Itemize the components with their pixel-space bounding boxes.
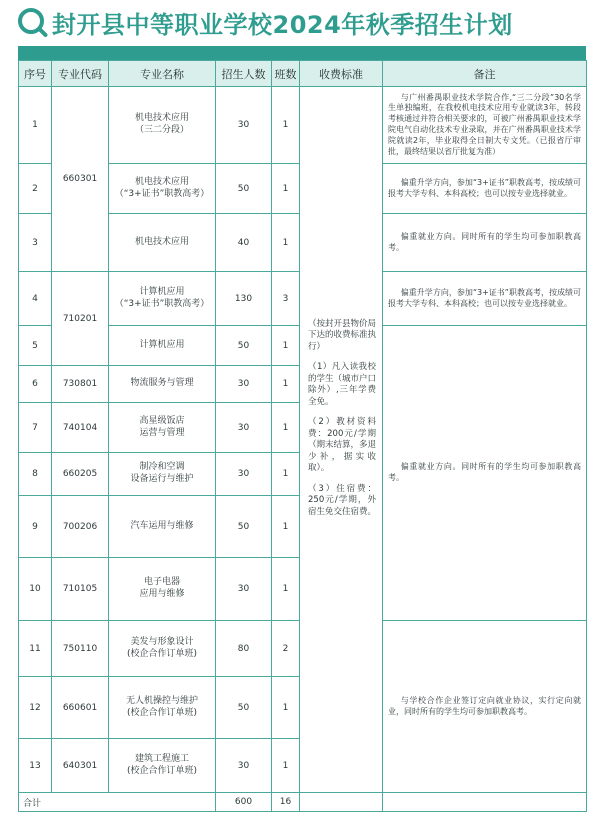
enrollment-count: 40 — [216, 214, 272, 272]
program-name-line1: 汽车运用与维修 — [130, 520, 194, 531]
program-name-line1: 建筑工程施工 — [134, 753, 189, 764]
row-index: 5 — [19, 326, 52, 366]
col-header-index: 序号 — [19, 61, 52, 87]
enrollment-count: 30 — [216, 739, 272, 793]
program-code: 660301 — [52, 87, 109, 272]
program-name-line2: (校企合作订单班) — [126, 648, 198, 659]
class-count: 1 — [272, 739, 300, 793]
program-name — [109, 558, 216, 621]
program-name-line2: (校企合作订单班) — [126, 707, 198, 718]
program-name-line1: 机电技术应用 — [134, 176, 189, 187]
col-header-name: 专业名称 — [109, 61, 216, 87]
enrollment-count: 30 — [216, 558, 272, 621]
class-count: 1 — [272, 403, 300, 453]
enrollment-count: 50 — [216, 496, 272, 558]
program-name-line2: 设备运行与维护 — [130, 474, 194, 484]
program-name-line2: (校企合作订单班) — [126, 765, 198, 776]
note-text: 偏重升学方向，参加“3+证书”职教高考，按成绩可报考大学专科、本科高校；也可以按专业选择就业。 — [388, 177, 581, 198]
note-cell — [383, 87, 587, 164]
note-text: 偏重就业方向。同时所有的学生均可参加职教高考。 — [388, 231, 581, 252]
program-name-line1: 机电技术应用 — [134, 113, 189, 124]
note-text: 偏重升学方向，参加“3+证书”职教高考，按成绩可报考大学专科、本科高校；也可以按专业选择就业。 — [388, 287, 581, 308]
row-index: 9 — [19, 496, 52, 558]
program-code: 710201 — [52, 272, 109, 366]
enrollment-count: 50 — [216, 164, 272, 214]
program-name-line1: 物流服务与管理 — [130, 378, 194, 389]
table-header-row — [19, 61, 587, 87]
program-name — [109, 87, 216, 164]
program-name-line1: 无人机操控与维护 — [125, 695, 198, 706]
program-name-line2: （“3+证书”职教高考） — [114, 298, 210, 309]
fee-paragraph: （3）住宿费：250元/学期，外宿生免交住宿费。 — [308, 483, 377, 517]
program-name — [109, 366, 216, 403]
program-name-line1: 计算机应用 — [139, 286, 185, 297]
program-name-line2: （三二分段） — [134, 125, 189, 135]
row-index: 10 — [19, 558, 52, 621]
program-name — [109, 326, 216, 366]
program-name-line1: 计算机应用 — [139, 339, 185, 350]
program-name — [109, 496, 216, 558]
program-name — [109, 272, 216, 326]
program-code: 660601 — [52, 677, 109, 739]
total-row — [19, 793, 587, 812]
program-name-line2: 运营与管理 — [139, 427, 185, 438]
program-code: 640301 — [52, 739, 109, 793]
fee-paragraph: （按封开县物价局下达的收费标准执行） — [308, 319, 377, 352]
class-count: 1 — [272, 366, 300, 403]
enrollment-count: 50 — [216, 677, 272, 739]
fee-paragraph: （2）教材资料费：200元/学期（期末结算，多退少补，据实收取）。 — [308, 417, 377, 474]
note-text: 与广州番禺职业技术学院合作,“三二分段”30名学生单独编班，在我校机电技术应用专业就读3年，转段考核通过并符合相关要求的，可被广州番禺职业技术学院电气自动化技术专业录取，并在广州番禺职业技术学院就读2年，毕业取得全日制大专文凭。（已报省厅审批，最终结果以省厅批复为准） — [388, 92, 581, 156]
program-name — [109, 677, 216, 739]
enrollment-count: 30 — [216, 87, 272, 164]
total-fee-empty — [300, 793, 383, 812]
program-code: 750110 — [52, 621, 109, 677]
program-code: 710105 — [52, 558, 109, 621]
program-name — [109, 621, 216, 677]
program-name — [109, 403, 216, 453]
class-count: 1 — [272, 164, 300, 214]
program-name — [109, 214, 216, 272]
enrollment-count: 30 — [216, 366, 272, 403]
search-icon — [18, 8, 44, 34]
row-index: 12 — [19, 677, 52, 739]
row-index: 3 — [19, 214, 52, 272]
class-count: 1 — [272, 214, 300, 272]
col-header-fee: 收费标准 — [300, 61, 383, 87]
row-index: 2 — [19, 164, 52, 214]
class-count: 1 — [272, 558, 300, 621]
col-header-notes: 备注 — [383, 61, 587, 87]
note-cell — [383, 326, 587, 621]
total-label: 合计 — [19, 793, 216, 812]
program-code: 700206 — [52, 496, 109, 558]
class-count: 1 — [272, 677, 300, 739]
program-name-line1: 制冷和空调 — [139, 462, 185, 473]
note-cell — [383, 214, 587, 272]
program-name-line2: （“3+证书”职教高考） — [114, 188, 210, 199]
fee-standard-cell — [300, 87, 383, 793]
page-title: 封开县中等职业学校2024年秋季招生计划 — [52, 11, 513, 39]
enrollment-count: 80 — [216, 621, 272, 677]
total-note-empty — [383, 793, 587, 812]
note-cell — [383, 272, 587, 326]
table-row — [19, 87, 587, 164]
enrollment-count: 50 — [216, 326, 272, 366]
page-header — [0, 0, 593, 44]
program-name — [109, 164, 216, 214]
enrollment-count: 130 — [216, 272, 272, 326]
program-name — [109, 453, 216, 496]
class-count: 1 — [272, 326, 300, 366]
class-count: 2 — [272, 621, 300, 677]
class-count: 3 — [272, 272, 300, 326]
col-header-count: 招生人数 — [216, 61, 272, 87]
row-index: 8 — [19, 453, 52, 496]
row-index: 4 — [19, 272, 52, 326]
note-text: 偏重就业方向。同时所有的学生均可参加职教高考。 — [388, 462, 581, 482]
row-index: 1 — [19, 87, 52, 164]
enrollment-plan-table — [18, 60, 587, 812]
program-name-line1: 高星级饭店 — [139, 415, 185, 426]
row-index: 7 — [19, 403, 52, 453]
program-code: 730801 — [52, 366, 109, 403]
class-count: 1 — [272, 496, 300, 558]
enrollment-count: 30 — [216, 403, 272, 453]
total-classes: 16 — [272, 793, 300, 812]
program-name-line1: 美发与形象设计 — [130, 636, 194, 647]
row-index: 6 — [19, 366, 52, 403]
enrollment-count: 30 — [216, 453, 272, 496]
title-underline-bar — [18, 46, 586, 60]
total-enrollment: 600 — [216, 793, 272, 812]
note-text: 与学校合作企业签订定向就业协议，实行定向就业，同时所有的学生均可参加职教高考。 — [388, 695, 581, 716]
program-name-line1: 电子电器 — [143, 577, 180, 588]
program-name-line1: 机电技术应用 — [134, 236, 189, 247]
program-name — [109, 739, 216, 793]
col-header-classes: 班数 — [272, 61, 300, 87]
row-index: 11 — [19, 621, 52, 677]
class-count: 1 — [272, 87, 300, 164]
fee-paragraph: （1）凡入读我校的学生（城市户口除外）,三年学费全免。 — [308, 362, 377, 407]
program-code: 740104 — [52, 403, 109, 453]
col-header-code: 专业代码 — [52, 61, 109, 87]
note-cell — [383, 164, 587, 214]
program-code: 660205 — [52, 453, 109, 496]
class-count: 1 — [272, 453, 300, 496]
note-cell — [383, 621, 587, 793]
row-index: 13 — [19, 739, 52, 793]
program-name-line2: 应用与维修 — [139, 589, 185, 599]
